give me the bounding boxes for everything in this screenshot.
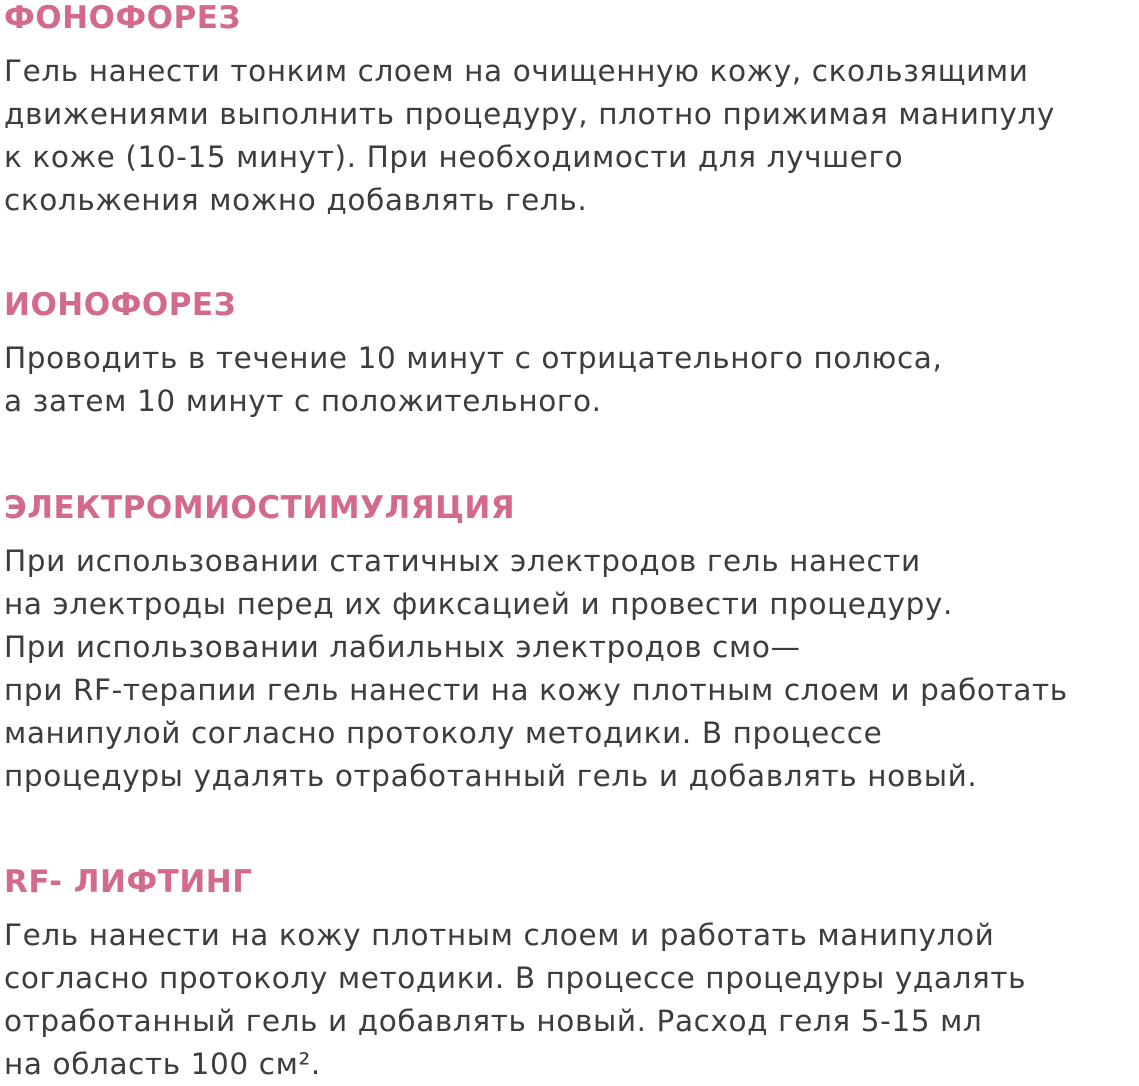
text-line: а затем 10 минут с положительного. bbox=[4, 384, 602, 418]
section-heading-elektromiostimulyaciya: ЭЛЕКТРОМИОСТИМУЛЯЦИЯ bbox=[4, 490, 516, 526]
text-line: на электроды перед их фиксацией и провести процедуру. bbox=[4, 587, 953, 621]
text-line: на область 100 см². bbox=[4, 1047, 321, 1081]
text-line: к коже (10-15 минут). При необходимости для лучшего bbox=[4, 140, 904, 174]
text-line: При использовании статичных электродов гель нанести bbox=[4, 544, 921, 578]
section-heading-ionoforez: ИОНОФОРЕЗ bbox=[4, 287, 237, 323]
text-line: Проводить в течение 10 минут с отрицательного полюса, bbox=[4, 341, 943, 375]
section-text-ionoforez bbox=[4, 337, 942, 423]
text-line: процедуры удалять отработанный гель и добавлять новый. bbox=[4, 759, 978, 793]
text-line: движениями выполнить процедуру, плотно прижимая манипулу bbox=[4, 97, 1055, 131]
section-text-fonoforez bbox=[4, 50, 1055, 222]
text-line: при RF-терапии гель нанести на кожу плотным слоем и работать bbox=[4, 673, 1068, 707]
text-line: согласно протоколу методики. В процессе процедуры удалять bbox=[4, 961, 1027, 995]
text-line: скольжения можно добавлять гель. bbox=[4, 183, 588, 217]
text-line: манипулой согласно протоколу методики. В процессе bbox=[4, 716, 883, 750]
text-line: отработанный гель и добавлять новый. Расход геля 5-15 мл bbox=[4, 1004, 983, 1038]
section-text-rf-lifting bbox=[4, 914, 1026, 1086]
text-line: При использовании лабильных электродов смо— bbox=[4, 630, 801, 664]
section-heading-fonoforez: ФОНОФОРЕЗ bbox=[4, 0, 241, 36]
text-line: Гель нанести на кожу плотным слоем и работать манипулой bbox=[4, 918, 995, 952]
section-heading-rf-lifting: RF- ЛИФТИНГ bbox=[4, 864, 253, 900]
section-text-elektromiostimulyaciya bbox=[4, 540, 1068, 798]
text-line: Гель нанести тонким слоем на очищенную кожу, скользящими bbox=[4, 54, 1029, 88]
